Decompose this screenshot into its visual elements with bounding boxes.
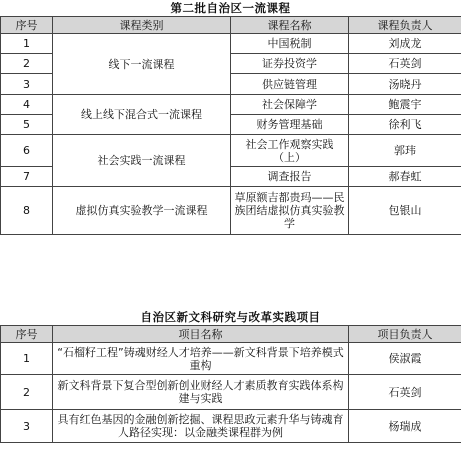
course-name: 中国税制 — [231, 34, 349, 54]
table-row — [1, 34, 461, 54]
table-title: 第二批自治区一流课程 — [170, 1, 291, 15]
header-cell: 项目负责人 — [349, 326, 461, 343]
table-row — [1, 187, 461, 235]
row-number: 1 — [1, 34, 53, 54]
course-name: 调查报告 — [231, 167, 349, 187]
row-number: 7 — [1, 167, 53, 187]
table-row — [1, 95, 461, 115]
course-lead: 汤晓丹 — [349, 74, 461, 95]
course-name: 供应链管理 — [231, 74, 349, 95]
course-category: 虚拟仿真实验教学一流课程 — [53, 187, 231, 235]
table-row — [1, 343, 461, 375]
course-name: 社会工作观察实践（上） — [231, 135, 349, 167]
header-cell: 序号 — [1, 326, 53, 343]
project-lead: 侯淑霞 — [349, 343, 461, 375]
header-cell: 课程类别 — [53, 17, 231, 34]
table-row — [1, 410, 461, 443]
row-number: 4 — [1, 95, 53, 115]
project-lead: 石英剑 — [349, 375, 461, 410]
table-header-row — [1, 17, 461, 34]
row-number: 3 — [1, 410, 53, 443]
course-lead: 徐利飞 — [349, 115, 461, 135]
course-lead: 鲍震宇 — [349, 95, 461, 115]
header-cell: 序号 — [1, 17, 53, 34]
row-number: 3 — [1, 74, 53, 95]
course-lead: 包银山 — [349, 187, 461, 235]
row-number: 2 — [1, 375, 53, 410]
course-name: 财务管理基础 — [231, 115, 349, 135]
project-name: 新文科背景下复合型创新创业财经人才素质教育实践体系构建与实践 — [53, 375, 349, 410]
row-number: 8 — [1, 187, 53, 235]
row-number: 5 — [1, 115, 53, 135]
course-category: 线下一流课程 — [53, 34, 231, 95]
header-cell: 课程负责人 — [349, 17, 461, 34]
project-name: 具有红色基因的金融创新挖掘、课程思政元素升华与铸魂育人路径实现：以金融类课程群为例 — [53, 410, 349, 443]
table-header-row — [1, 326, 461, 343]
course-lead: 郭玮 — [349, 135, 461, 167]
course-category: 线上线下混合式一流课程 — [53, 95, 231, 135]
course-name: 草原额吉都贵玛——民族团结虚拟仿真实验教学 — [231, 187, 349, 235]
course-table — [0, 16, 461, 235]
table-row — [1, 135, 461, 167]
project-table-section — [0, 309, 461, 443]
header-cell: 项目名称 — [53, 326, 349, 343]
course-lead: 刘成龙 — [349, 34, 461, 54]
row-number: 1 — [1, 343, 53, 375]
course-lead: 郝春虹 — [349, 167, 461, 187]
table-title: 自治区新文科研究与改革实践项目 — [140, 310, 321, 324]
course-lead: 石英剑 — [349, 54, 461, 74]
project-name: “石榴籽工程”铸魂财经人才培养——新文科背景下培养模式重构 — [53, 343, 349, 375]
header-cell: 课程名称 — [231, 17, 349, 34]
table-row — [1, 375, 461, 410]
project-table — [0, 325, 461, 443]
course-name: 证券投资学 — [231, 54, 349, 74]
course-name: 社会保障学 — [231, 95, 349, 115]
course-category: 社会实践一流课程 — [53, 135, 231, 187]
project-lead: 杨瑞成 — [349, 410, 461, 443]
row-number: 2 — [1, 54, 53, 74]
row-number: 6 — [1, 135, 53, 167]
